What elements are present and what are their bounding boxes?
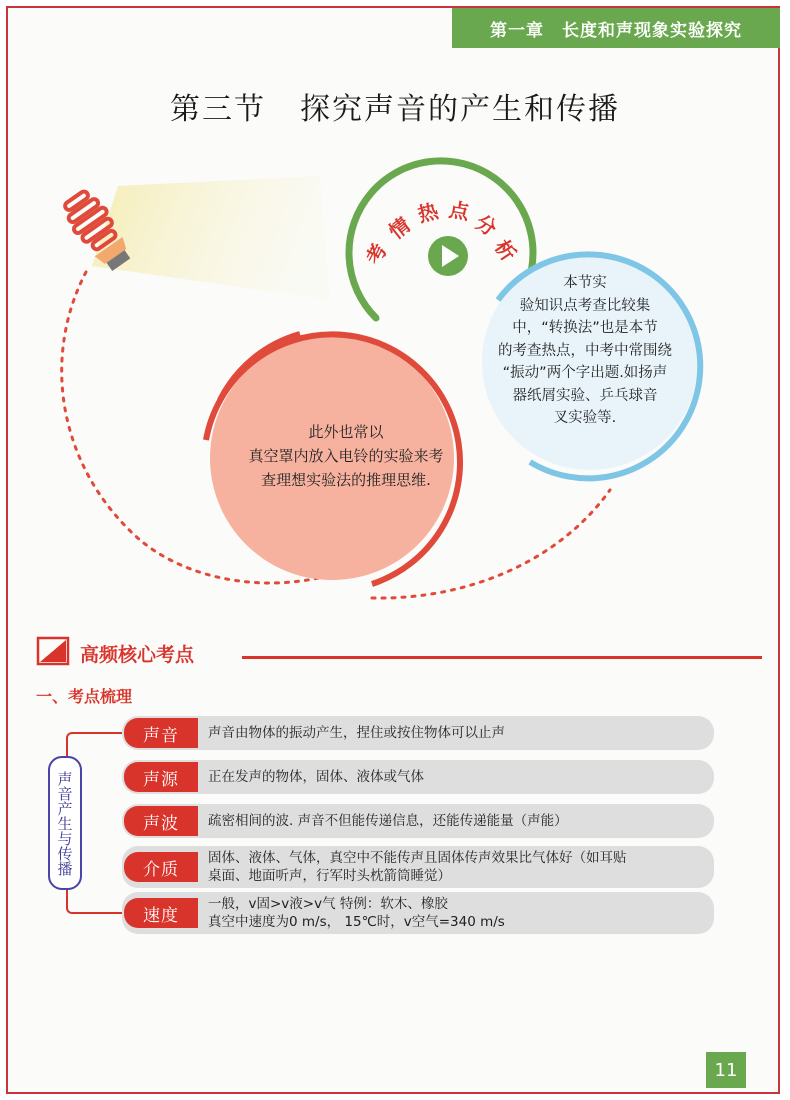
core-heading-label: 高频核心考点 — [80, 644, 195, 666]
hot-title-char-5: 分 — [471, 211, 500, 241]
section-name: 探究声音的产生和传播 — [300, 92, 620, 127]
red-line-3: 查理想实验法的推理思维. — [261, 471, 431, 489]
hot-title-char-2: 情 — [385, 214, 415, 244]
kp-desc — [198, 891, 714, 935]
red-line-1: 此外也常以 — [308, 423, 384, 441]
kp-row-speed — [122, 892, 714, 934]
kp-row-source — [122, 760, 714, 794]
hot-title-char-3: 热 — [415, 200, 441, 227]
red-circle-text — [214, 420, 478, 500]
hot-title-char-6: 析 — [489, 236, 520, 266]
kp-row-medium — [122, 846, 714, 888]
kp-desc-line: 疏密相间的波. 声音不但能传递信息，还能传递能量（声能） — [208, 813, 568, 829]
blue-line-3: 中，“转换法”也是本节 — [512, 320, 658, 336]
kp-term: 声源 — [124, 762, 198, 792]
hot-title-char-1: 考 — [362, 240, 392, 269]
core-heading-rule — [242, 656, 762, 659]
section-number: 第三节 — [170, 92, 266, 127]
sub-heading: 一、考点梳理 — [36, 687, 133, 706]
blue-line-4: 的考查热点，中考中常围绕 — [498, 342, 672, 359]
red-line-2: 真空罩内放入电铃的实验来考 — [248, 447, 444, 465]
page-number: 11 — [706, 1052, 746, 1088]
hot-title-char-4: 点 — [447, 199, 471, 225]
kp-desc-line: 正在发声的物体，固体、液体或气体 — [208, 769, 424, 785]
kp-term: 声波 — [124, 806, 198, 836]
hot-analysis-title — [360, 188, 550, 278]
kp-desc-line: 一般，v固>v液>v气 特例：软木、橡胶 — [208, 896, 448, 912]
blue-line-1: 本节实 — [563, 275, 607, 291]
kp-desc — [198, 845, 714, 889]
core-heading — [36, 634, 736, 670]
blue-circle-text — [478, 272, 692, 460]
blue-line-5: “振动”两个字出题.如扬声 — [502, 365, 668, 381]
kp-desc — [198, 764, 714, 790]
triangle-square-icon — [36, 636, 70, 666]
blue-line-7: 叉实验等. — [553, 410, 617, 426]
kp-term: 声音 — [124, 718, 198, 748]
tree-label: 声音产生与传播 — [48, 756, 82, 890]
kp-desc-line: 桌面、地面听声，行军时头枕箭筒睡觉） — [208, 868, 451, 884]
blue-line-6: 器纸屑实验、乒乓球音 — [512, 387, 658, 404]
kp-row-sound — [122, 716, 714, 750]
kp-desc — [198, 808, 714, 834]
chapter-name: 长度和声现象实验探究 — [562, 20, 742, 41]
kp-term: 介质 — [124, 852, 198, 882]
kp-row-wave — [122, 804, 714, 838]
blue-line-2: 验知识点考查比较集 — [519, 297, 651, 314]
kp-desc-line: 真空中速度为0 m/s， 15℃时，v空气=340 m/s — [208, 914, 505, 930]
kp-term: 速度 — [124, 898, 198, 928]
light-beam — [92, 176, 330, 300]
kp-desc-line: 声音由物体的振动产生，捏住或按住物体可以止声 — [208, 725, 505, 741]
kp-desc-line: 固体、液体、气体，真空中不能传声且固体传声效果比气体好（如耳贴 — [208, 850, 627, 866]
chapter-number: 第一章 — [490, 20, 544, 41]
kp-desc — [198, 720, 714, 746]
